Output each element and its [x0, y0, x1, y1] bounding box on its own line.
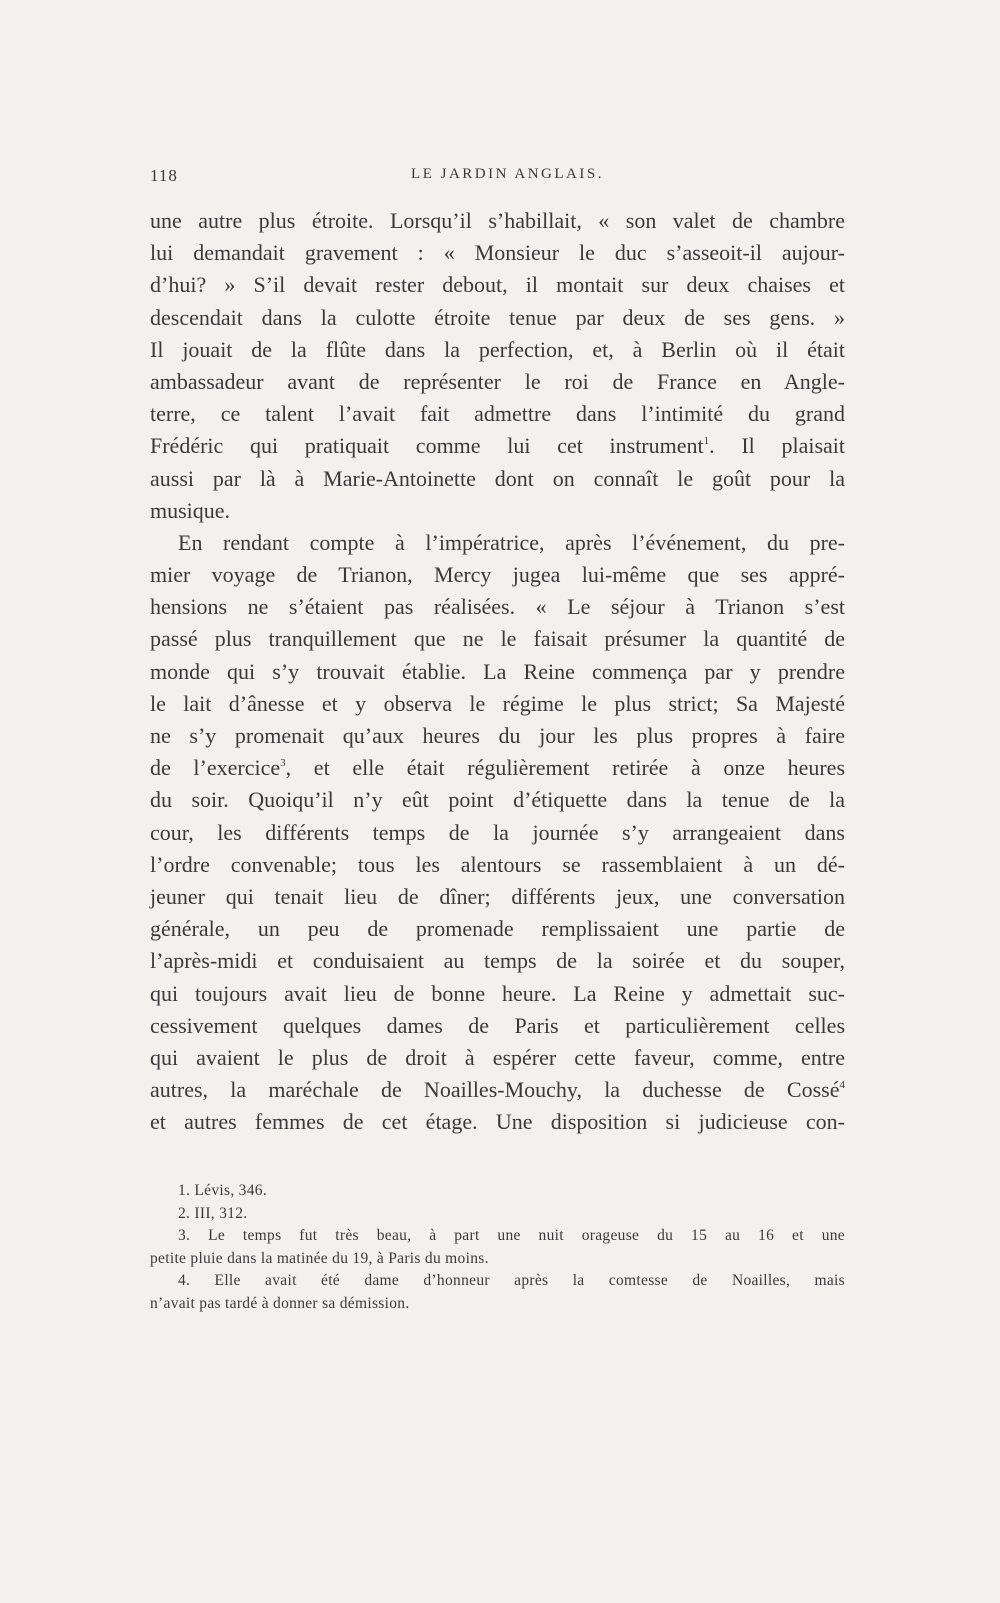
text-line: l’après-midi et conduisaient au temps de la soirée et du souper,	[150, 948, 845, 974]
footnote-ref: 4	[839, 1079, 845, 1092]
text-segment: . Il plaisait	[709, 433, 845, 459]
footnote-continuation: n’avait pas tardé à donner sa démission.	[150, 1294, 410, 1312]
text-line: passé plus tranquillement que ne le faisait présumer la quantité de	[150, 626, 845, 652]
text-line: hensions ne s’étaient pas réalisées. « Le séjour à Trianon s’est	[150, 594, 845, 620]
text-line: d’hui? » S’il devait rester debout, il montait sur deux chaises et	[150, 272, 845, 298]
text-line: lui demandait gravement : « Monsieur le duc s’asseoit-il aujour-	[150, 240, 845, 266]
text-line: mier voyage de Trianon, Mercy jugea lui-même que ses appré-	[150, 562, 845, 588]
footnote-ref: 1	[703, 435, 710, 448]
text-line: le lait d’ânesse et y observa le régime le plus strict; Sa Majesté	[150, 690, 845, 716]
text-line: musique.	[150, 497, 231, 523]
text-segment: Frédéric qui pratiquait comme lui cet instrument	[150, 433, 704, 459]
text-line: du soir. Quoiqu’il n’y eût point d’étiquette dans la tenue de la	[150, 787, 845, 813]
text-line	[150, 1074, 845, 1106]
footnote: 4. Elle avait été dame d’honneur après la comtesse de Noailles, mais	[178, 1272, 845, 1289]
text-line: qui avaient le plus de droit à espérer cette faveur, comme, entre	[150, 1044, 845, 1070]
text-line: une autre plus étroite. Lorsqu’il s’habillait, « son valet de chambre	[150, 208, 845, 233]
text-line: terre, ce talent l’avait fait admettre dans l’intimité du grand	[150, 401, 845, 427]
running-head	[150, 166, 845, 190]
footnote-ref: 3	[280, 757, 286, 770]
text-line: cour, les différents temps de la journée s’y arrangeaient dans	[150, 819, 845, 845]
footnote-continuation: petite pluie dans la matinée du 19, à Paris du moins.	[150, 1249, 489, 1267]
text-line: En rendant compte à l’impératrice, après l’événement, du pre-	[178, 529, 845, 555]
text-line: l’ordre convenable; tous les alentours se rassemblaient à un dé-	[150, 851, 845, 877]
text-segment: autres, la maréchale de Noailles-Mouchy, la duchesse de Cossé	[150, 1077, 840, 1103]
text-line	[150, 430, 845, 462]
text-line: ne s’y promenait qu’aux heures du jour les plus propres à faire	[150, 723, 845, 748]
text-segment: , et elle était régulièrement retirée à onze heures	[285, 755, 845, 781]
text-line: Il jouait de la flûte dans la perfection, et, à Berlin où il était	[150, 336, 845, 362]
text-line: aussi par là à Marie-Antoinette dont on connaît le goût pour la	[150, 465, 845, 491]
running-title: LE JARDIN ANGLAIS.	[411, 166, 604, 182]
main-text	[150, 205, 845, 1138]
text-line: descendait dans la culotte étroite tenue par deux de ses gens. »	[150, 304, 845, 330]
text-line: cessivement quelques dames de Paris et particulièrement celles	[150, 1012, 845, 1038]
footnote: 2. III, 312.	[178, 1204, 248, 1222]
text-line	[150, 752, 845, 784]
text-line: générale, un peu de promenade remplissaient une partie de	[150, 916, 845, 942]
text-line: jeuner qui tenait lieu de dîner; différents jeux, une conversation	[150, 883, 845, 909]
page-number: 118	[150, 166, 178, 185]
footnotes	[150, 1180, 845, 1315]
text-line: qui toujours avait lieu de bonne heure. La Reine y admettait suc-	[150, 980, 845, 1006]
footnote: 1. Lévis, 346.	[178, 1182, 268, 1199]
text-line: et autres femmes de cet étage. Une disposition si judicieuse con-	[150, 1109, 845, 1135]
text-segment: de l’exercice	[150, 755, 281, 781]
text-line: ambassadeur avant de représenter le roi de France en Angle-	[150, 368, 845, 394]
text-line: monde qui s’y trouvait établie. La Reine commença par y prendre	[150, 658, 845, 684]
footnote: 3. Le temps fut très beau, à part une nuit orageuse du 15 au 16 et une	[178, 1227, 845, 1244]
